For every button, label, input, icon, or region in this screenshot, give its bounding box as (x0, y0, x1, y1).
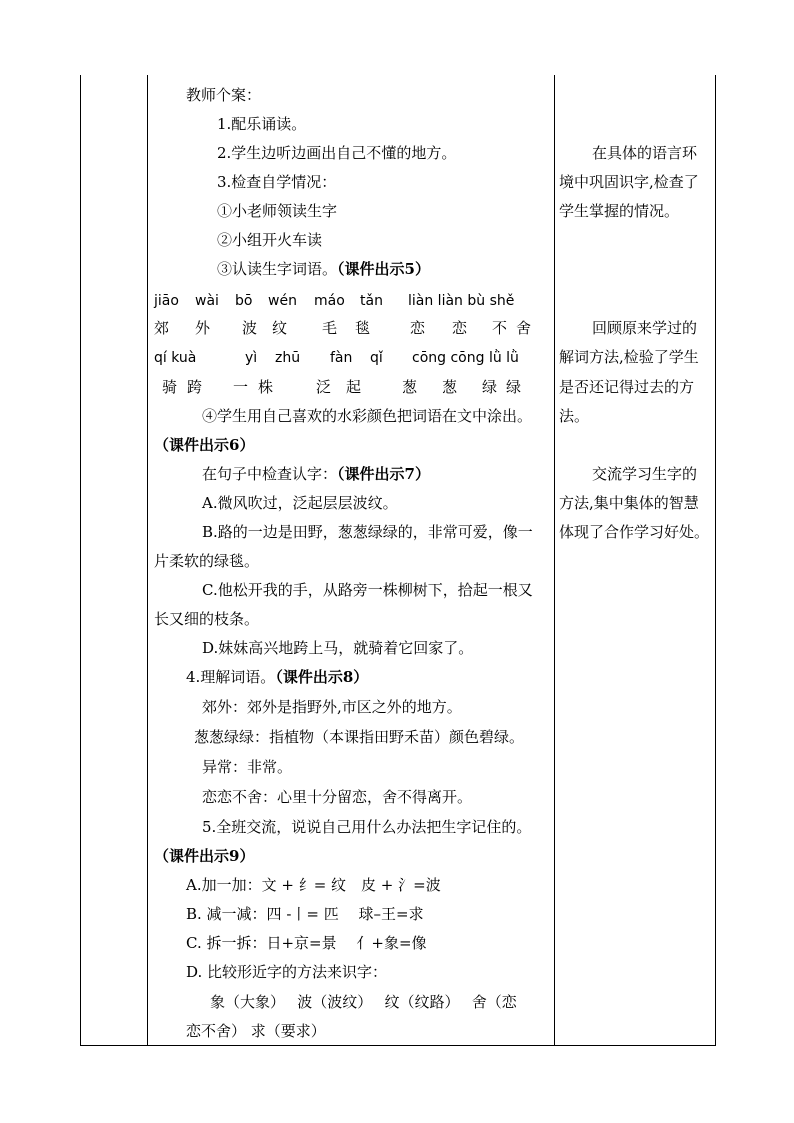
note-2-line: 是否还记得过去的方 (559, 378, 695, 396)
hanzi: 郊 (154, 319, 170, 337)
note-3-line: 方法,集中集体的智慧 (559, 494, 699, 512)
hanzi: 起 (346, 378, 362, 396)
sentence-c-line-1: C.他松开我的手，从路旁一株柳树下，拾起一根又 (202, 581, 533, 599)
step-4-text: 4.理解词语。 (186, 668, 276, 686)
slide-5-label: （课件出示5） (337, 260, 430, 278)
hanzi: 跨 (187, 378, 203, 396)
step-3: 3.检查自学情况： (217, 173, 337, 191)
column-divider (554, 75, 555, 1045)
pinyin: liàn liàn bù shě (408, 293, 515, 309)
hanzi: 泛 (316, 378, 332, 396)
definition-2: 葱葱绿绿：指植物（本课指田野禾苗）颜色碧绿。 (194, 728, 525, 746)
sentence-d: D.妹妹高兴地跨上马，就骑着它回家了。 (202, 639, 474, 657)
sentence-c-line-2: 长又细的枝条。 (154, 610, 260, 628)
pinyin: bō (235, 293, 253, 309)
column-divider (147, 75, 148, 1045)
step-5: 5.全班交流，说说自己用什么办法把生字记住的。 (202, 818, 532, 836)
pinyin: yì (245, 350, 258, 366)
pinyin: máo (314, 293, 345, 309)
hanzi: 毯 (355, 319, 371, 337)
pinyin: qí kuà (154, 350, 197, 366)
definition-1: 郊外：郊外是指野外,市区之外的地方。 (202, 698, 462, 716)
hanzi: 毛 (322, 319, 338, 337)
sentence-check (202, 464, 430, 484)
pinyin: jiāo (154, 293, 179, 309)
hanzi: 一 (233, 378, 249, 396)
teacher-case-heading: 教师个案： (186, 86, 262, 104)
pinyin: wén (268, 293, 297, 309)
step-3-3-text: ③认读生字词语。 (217, 260, 338, 278)
hanzi: 波 (242, 319, 258, 337)
pinyin: zhū (275, 350, 301, 366)
step-3-3 (217, 259, 430, 279)
pinyin: fàn (330, 350, 353, 366)
note-2-line: 法。 (559, 407, 590, 425)
slide-9-label: （课件出示9） (154, 847, 255, 865)
pinyin: cōng cōng lǜ lǜ (412, 350, 519, 366)
hanzi: 不 (492, 319, 508, 337)
sentence-b-line-1: B.路的一边是田野，葱葱绿绿的，非常可爱，像一 (202, 523, 533, 541)
compare-line-1: 象（大象） 波（波纹） 纹（纹路） 舍（恋 (210, 993, 517, 1011)
hanzi: 外 (195, 319, 211, 337)
definition-4: 恋恋不舍：心里十分留恋，舍不得离开。 (202, 788, 473, 806)
step-4 (186, 667, 368, 687)
note-3-line: 体现了合作学习好处。 (559, 523, 710, 541)
note-3-line: 交流学习生字的 (592, 465, 698, 483)
hanzi: 舍 (516, 319, 532, 337)
note-2-line: 解词方法,检验了学生 (559, 348, 699, 366)
hanzi: 骑 (162, 378, 178, 396)
hanzi: 株 (258, 378, 274, 396)
sentence-a: A.微风吹过，泛起层层波纹。 (202, 494, 398, 512)
hanzi: 绿 (482, 378, 498, 396)
sentence-check-text: 在句子中检查认字： (202, 465, 338, 483)
pinyin: wài (195, 293, 219, 309)
hanzi: 绿 (506, 378, 522, 396)
definition-3: 异常：非常。 (202, 758, 293, 776)
compare-line-2: 恋不舍） 求（要求） (186, 1022, 326, 1040)
slide-6-label: （课件出示6） (154, 436, 255, 454)
hanzi: 纹 (272, 319, 288, 337)
method-c: C. 拆一拆：日+京=景 亻+象=像 (186, 934, 427, 952)
hanzi: 恋 (452, 319, 468, 337)
step-2: 2.学生边听边画出自己不懂的地方。 (217, 144, 457, 162)
note-1-line: 境中巩固识字,检查了 (559, 173, 699, 191)
step-1: 1.配乐诵读。 (217, 115, 307, 133)
method-b: B. 减一减：四 -丨= 匹 球–王=求 (186, 905, 424, 923)
pinyin: qǐ (370, 350, 383, 366)
slide-8-label: （课件出示8） (275, 668, 369, 686)
hanzi: 恋 (410, 319, 426, 337)
sentence-b-line-2: 片柔软的绿毯。 (154, 552, 260, 570)
hanzi: 葱 (402, 378, 418, 396)
step-3-2: ②小组开火车读 (217, 231, 323, 249)
pinyin: tǎn (360, 293, 383, 309)
slide-7-label: （课件出示7） (337, 465, 430, 483)
method-a: A.加一加：文 + 纟= 纹 皮 + 氵=波 (186, 876, 441, 894)
note-1-line: 在具体的语言环 (592, 144, 698, 162)
step-3-1: ①小老师领读生字 (217, 202, 338, 220)
note-2-line: 回顾原来学过的 (592, 319, 698, 337)
method-d: D. 比较形近字的方法来识字： (186, 963, 388, 981)
step-3-4: ④学生用自己喜欢的水彩颜色把词语在文中涂出。 (202, 407, 533, 425)
note-1-line: 学生掌握的情况。 (559, 202, 680, 220)
hanzi: 葱 (442, 378, 458, 396)
